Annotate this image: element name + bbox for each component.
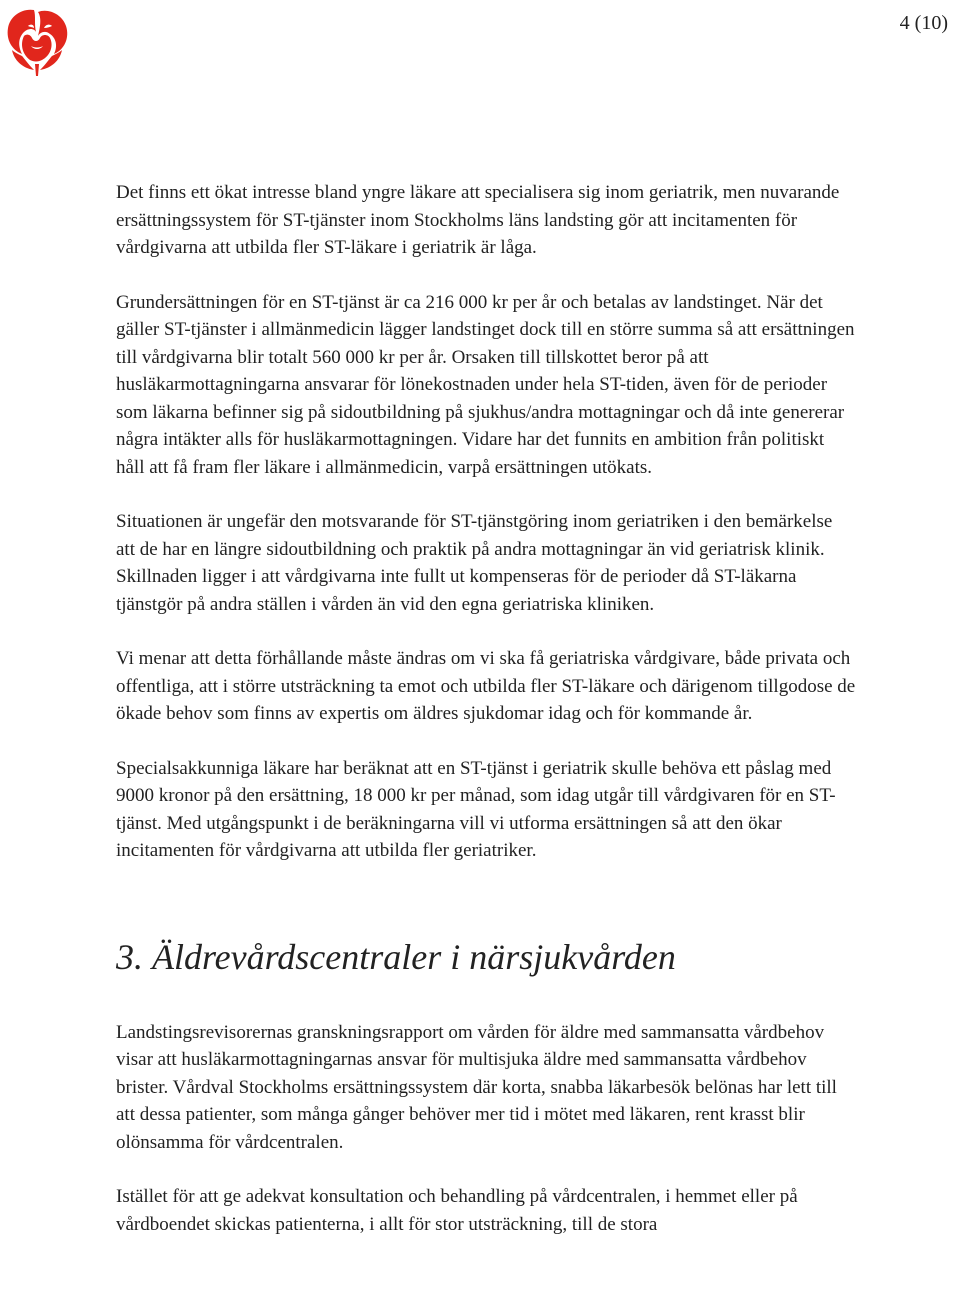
paragraph: Vi menar att detta förhållande måste ändras om vi ska få geriatriska vårdgivare, både privata och offentliga, att i större utsträckning ta emot och utbilda fler ST-läkare och därigenom tillgodose de ökade behov som finns av expertis om äldres sjukdomar idag och för kommande år. [116,648,856,724]
section-heading: 3. Äldrevårdscentraler i närsjukvården [116,936,676,977]
rose-logo-icon [4,6,70,76]
paragraph: Det finns ett ökat intresse bland yngre läkare att specialisera sig inom geriatrik, men nuvarande ersättningssystem för ST-tjänster inom Stockholms läns landsting gör att incitamenten för vårdgivarna att utbilda fler ST-läkare i geriatrik är låga. [116,182,840,258]
document-body [116,179,856,1238]
paragraph: Landstingsrevisorernas granskningsrapport om vården för äldre med sammansatta vårdbehov visar att husläkarmottagningarnas ansvar för multisjuka äldre med sammansatta vårdbehov brister. Vårdval Stockholms ersättningssystem där korta, snabba läkarbesök belönas har lett till att dessa patienter, som många gånger behöver mer tid i mötet med läkaren, rent krasst blir olönsamma för vårdcentralen. [116,1021,837,1153]
page-number: 4 (10) [899,12,948,34]
paragraph: Grundersättningen för en ST-tjänst är ca 216 000 kr per år och betalas av landstinget. När det gäller ST-tjänster i allmänmedicin lägger landstinget dock till en större summa så att ersättningen till vårdgivarna blir totalt 560 000 kr per år. Orsaken till tillskottet beror på att husläkarmottagningarna ansvarar för lönekostnaden under hela ST-tiden, även för de perioder som läkarna befinner sig på sidoutbildning på sjukhus/andra mottagningar och då inte genererar några intäkter alls för husläkarmottagningen. Vidare har det funnits en ambition från politiskt håll att få fram fler läkare i allmänmedicin, varpå ersättningen utökats. [116,291,855,478]
paragraph: Specialsakkunniga läkare har beräknat att en ST-tjänst i geriatrik skulle behöva ett påslag med 9000 kronor på den ersättning, 18 000 kr per månad, som idag utgår till vårdgivaren för en ST-tjänst. Med utgångspunkt i de beräkningarna vill vi utforma ersättningen så att den ökar incitamenten för vårdgivarna att utbilda fler geriatriker. [116,757,836,861]
paragraph: Situationen är ungefär den motsvarande för ST-tjänstgöring inom geriatriken i den bemärkelse att de har en längre sidoutbildning och praktik på andra mottagningar än vid geriatrisk klinik. Skillnaden ligger i att vårdgivarna inte fullt ut kompenseras för de perioder då ST-läkarna tjänstgör på andra ställen i vården än vid den egna geriatriska kliniken. [116,511,833,615]
paragraph: Istället för att ge adekvat konsultation och behandling på vårdcentralen, i hemmet eller på vårdboendet skickas patienterna, i allt för stor utsträckning, till de stora [116,1186,798,1235]
